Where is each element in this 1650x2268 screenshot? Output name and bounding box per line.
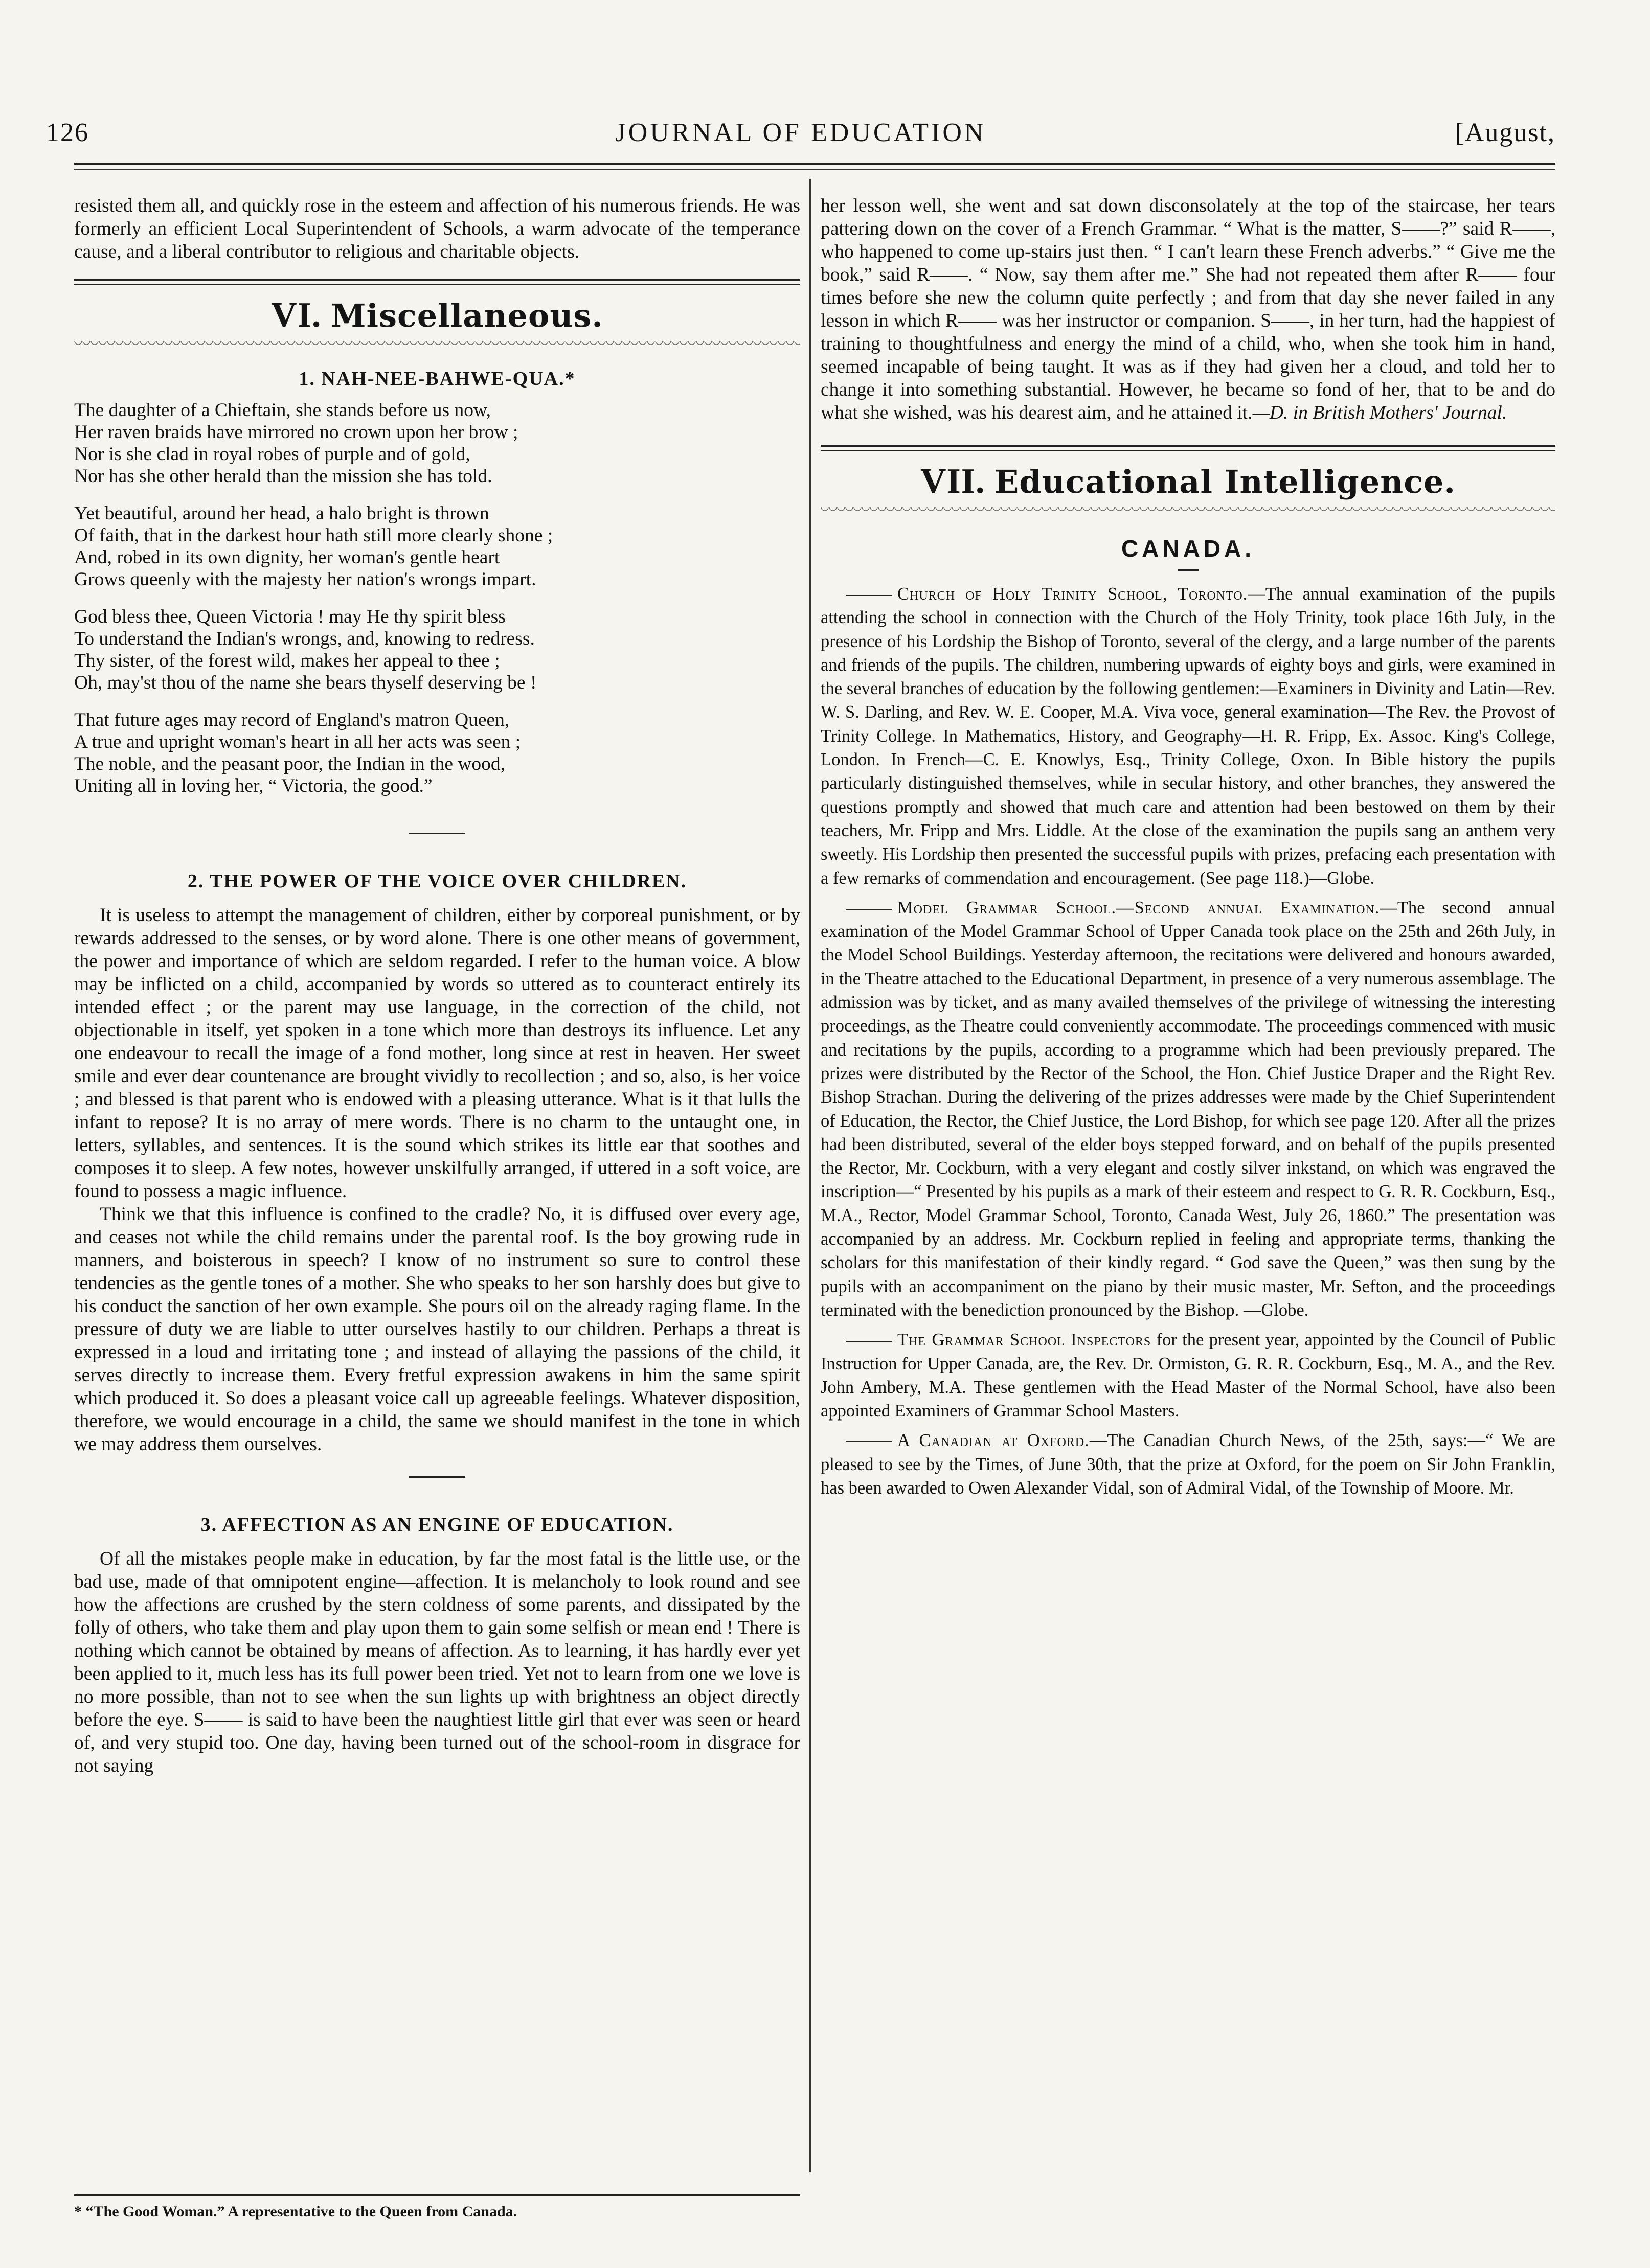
news-item-oxford: A Canadian at Oxford.—The Canadian Church News, of the 25th, says:—“ We are pleased to see by the Times, of June 30th, that the prize at Oxford, for the poem on Sir John Franklin, has been awarded to Owen Alexander Vidal, son of Admiral Vidal, of the Township of Moore. Mr. bbox=[821, 1431, 1555, 1498]
canada-heading: CANADA. bbox=[1121, 535, 1255, 562]
header-rule-thin bbox=[74, 169, 1555, 170]
news-item-holy-trinity: Church of Holy Trinity School, Toronto.—The annual examination of the pupils attending the school in connection with the Church of the Holy Trinity, took place 16th July, in the presence of his Lordship the Bishop of Toronto, several of the clergy, and a large number of the parents and friends of the pupils. The children, numbering upwards of eighty boys and girls, were examined in the several branches of education by the following gentlemen:—Examiners in Divinity and Latin—Rev. W. S. Darling, and Rev. W. E. Cooper, M.A. Viva voce, general examination—The Rev. the Provost of Trinity College. In Mathematics, History, and Geography—H. R. Fripp, Ex. Assoc. King's College, London. In French—C. E. Knowlys, Esq., Trinity College, Oxon. In Bible history the pupils particularly distinguished themselves, while in secular history, and other branches, they answered the questions promptly and showed that much care and attention had been bestowed on them by their teachers, Mr. Fripp and Mrs. Liddle. At the close of the examination the pupils sang an anthem very sweetly. His Lordship then presented the successful pupils with prizes, prefacing each presentation with a few remarks of commendation and encouragement. (See page 118.)—Globe. bbox=[821, 584, 1555, 888]
poem-stanza: Yet beautiful, around her head, a halo bright is thrown Of faith, that in the darkest hour hath still more clearly shone ; And, robed in its own dignity, her woman's gentle heart Grows queenly with the majesty her nation's wrongs impart. bbox=[74, 503, 553, 590]
news-heading: Model Grammar School.—Second annual Examination. bbox=[897, 898, 1380, 918]
journal-title: JOURNAL OF EDUCATION bbox=[615, 118, 986, 147]
article-separator bbox=[409, 1476, 465, 1478]
header-rule bbox=[74, 163, 1555, 165]
article-2-title: 2. THE POWER OF THE VOICE OVER CHILDREN. bbox=[187, 870, 687, 892]
footnote: * “The Good Woman.” A representative to the Queen from Canada. bbox=[74, 2203, 517, 2220]
running-head-month: [August, bbox=[1455, 118, 1555, 147]
section-vi-heading: VI. Miscellaneous. bbox=[271, 295, 603, 335]
section-wavy-rule bbox=[821, 507, 1555, 514]
section-wavy-rule bbox=[74, 341, 800, 348]
poem-stanza: God bless thee, Queen Victoria ! may He thy spirit bless To understand the Indian's wrongs, and, knowing to redress. Thy sister, of the forest wild, makes her appeal to thee ; Oh, may'st thou of the name she bears thyself deserving be ! bbox=[74, 606, 537, 693]
section-vii-heading: VII. Educational Intelligence. bbox=[920, 462, 1456, 501]
section-vi-title: Miscellaneous. bbox=[330, 297, 603, 334]
poem-stanza: The daughter of a Chieftain, she stands before us now, Her raven braids have mirrored no crown upon her brow ; Nor is she clad in royal robes of purple and of gold, Nor has she other herald than the mission she has told. bbox=[74, 400, 518, 487]
section-rule bbox=[74, 279, 800, 285]
section-rule bbox=[821, 445, 1555, 451]
left-column bbox=[74, 194, 800, 2198]
article-2-paragraph: Think we that this influence is confined to the cradle? No, it is diffused over every age, and ceases not while the child remains under the parental roof. Is the boy growing rude in manners, and boisterous in speech? I know of no instrument so sure to control these tendencies as the gentle tones of a mother. She who speaks to her son harshly does but give to his conduct the sanction of her own example. She pours oil on the already raging flame. In the pressure of duty we are liable to utter ourselves hastily to our children. Perhaps a threat is expressed in a loud and irritating tone ; and instead of allaying the passions of the child, it serves directly to increase them. Every fretful expression awakens in him the same spirit which produced it. So does a pleasant voice call up agreeable feelings. Whatever disposition, therefore, we would encourage in a child, the same we should manifest in the tone in which we may address them ourselves. bbox=[74, 1204, 800, 1455]
canada-rule bbox=[1178, 569, 1199, 571]
news-heading: Church of Holy Trinity School, Toronto. bbox=[897, 584, 1248, 604]
news-item-inspectors: The Grammar School Inspectors for the present year, appointed by the Council of Public Instruction for Upper Canada, are, the Rev. Dr. Ormiston, G. R. R. Cockburn, Esq., M. A., and the Rev. John Ambery, M.A. These gentlemen with the Head Master of the Normal School, have also been appointed Examiners of Grammar School Masters. bbox=[821, 1330, 1555, 1421]
poem-title: 1. NAH-NEE-BAHWE-QUA.* bbox=[299, 368, 576, 390]
article-separator bbox=[409, 833, 465, 834]
page-number: 126 bbox=[46, 118, 89, 147]
poem bbox=[74, 399, 800, 797]
running-head bbox=[46, 107, 1555, 153]
right-column bbox=[821, 194, 1555, 2198]
column-divider bbox=[809, 179, 811, 2172]
poem-stanza: That future ages may record of England's matron Queen, A true and upright woman's heart in all her acts was seen ; The noble, and the peasant poor, the Indian in the wood, Uniting all in loving her, “ Victoria, the good.” bbox=[74, 709, 521, 796]
source-credit: —D. in British Mothers' Journal. bbox=[1252, 402, 1507, 423]
article-2-paragraph: It is useless to attempt the management of children, either by corporeal punishment, or by rewards addressed to the senses, or by word alone. There is one other means of government, the power and importance of which are seldom regarded. I refer to the human voice. A blow may be inflicted on a child, accompanied by words so uttered as to counteract entirely its intended effect ; or the parent may use language, in the correction of the child, not objectionable in itself, yet spoken in a tone which more than destroys its influence. Let any one endeavour to recall the image of a fond mother, long since at rest in heaven. Her sweet smile and ever dear countenance are brought vividly to recollection ; and so, also, is her voice ; and blessed is that parent who is endowed with a pleasing utterance. What is it that lulls the infant to repose? It is no array of mere words. There is no charm to the untaught one, in letters, syllables, and sentences. It is the sound which strikes its little ear that soothes and composes it to sleep. A few notes, however unskilfully arranged, if uttered in a soft voice, are found to possess a magic influence. bbox=[74, 905, 800, 1202]
section-vii-title: Educational Intelligence. bbox=[994, 463, 1456, 500]
news-item-model-grammar: Model Grammar School.—Second annual Examination.—The second annual examination of the Model Grammar School of Upper Canada took place on the 25th and 26th July, in the Model School Buildings. Yesterday afternoon, the recitations were delivered and honours awarded, in the Theatre attached to the Educational Department, in presence of a very numerous assemblage. The admission was by ticket, and as many availed themselves of the privilege of witnessing the interesting proceedings, as the Theatre could conveniently accommodate. The proceedings commenced with music and recitations by the pupils, according to a programme which had been previously prepared. The prizes were distributed by the Rector of the School, the Hon. Chief Justice Draper and the Right Rev. Bishop Strachan. During the delivering of the prizes addresses were made by the Chief Superintendent of Education, the Rector, the Chief Justice, the Lord Bishop, for which see page 120. After all the prizes had been distributed, several of the elder boys stepped forward, and on behalf of the pupils presented the Rector, Mr. Cockburn, with a very elegant and costly silver inkstand, on which was engraved the inscription—“ Presented by his pupils as a mark of their esteem and respect to G. R. R. Cockburn, Esq., M.A., Rector, Model Grammar School, Toronto, Canada West, July 26, 1860.” The presentation was accompanied by an address. Mr. Cockburn replied in feeling and appropriate terms, thanking the scholars for this manifestation of their kindly regard. “ God save the Queen,” was then sung by the pupils with an accompaniment on the piano by their music master, Mr. Sefton, and the proceedings terminated with the benediction pronounced by the Bishop. —Globe. bbox=[821, 898, 1555, 1320]
news-heading: A Canadian at Oxford. bbox=[897, 1431, 1090, 1451]
article-3-paragraph: Of all the mistakes people make in education, by far the most fatal is the little use, or the bad use, made of that omnipotent engine—affection. It is melancholy to look round and see how the affections are crushed by the stern coldness of some parents, and dissipated by the folly of others, who take them and play upon them to gain some selfish or mean end ! There is nothing which cannot be obtained by means of affection. As to learning, it has hardly ever yet been applied to it, much less has its full power been tried. Yet not to learn from one we love is no more possible, than not to see when the sun lights up with brightness an object directly before the eye. S—— is said to have been the naughtiest little girl that ever was seen or heard of, and very stupid too. One day, having been turned out of the school-room in disgrace for not saying bbox=[74, 1548, 800, 1776]
news-heading: The Grammar School Inspectors bbox=[897, 1330, 1151, 1350]
footnote-rule bbox=[74, 2194, 800, 2196]
article-3-title: 3. AFFECTION AS AN ENGINE OF EDUCATION. bbox=[200, 1514, 674, 1536]
article-3-continuation: her lesson well, she went and sat down disconsolately at the top of the staircase, her tears pattering down on the cover of a French Grammar. “ What is the matter, S——?” said R——, who happened to come up-stairs just then. “ I can't learn these French adverbs.” “ Give me the book,” said R——. “ Now, say them after me.” She had not repeated them after R—— four times before she new the column quite perfectly ; and from that day she never failed in any lesson in which R—— was her instructor or companion. S——, in her turn, had the happiest of training to thoughtfulness and energy the mind of a child, who, when she took him in hand, seemed incapable of being taught. It was as if they had given her a cloud, and told her to change it into something substantial. However, he became so fond of her, that to be and do what she wished, was his dearest aim, and he attained it.—D. in British Mothers' Journal. bbox=[821, 195, 1555, 423]
obituary-continuation: resisted them all, and quickly rose in the esteem and affection of his numerous friends. He was formerly an efficient Local Superintendent of Schools, a warm advocate of the temperance cause, and a liberal contributor to religious and charitable objects. bbox=[74, 195, 800, 262]
